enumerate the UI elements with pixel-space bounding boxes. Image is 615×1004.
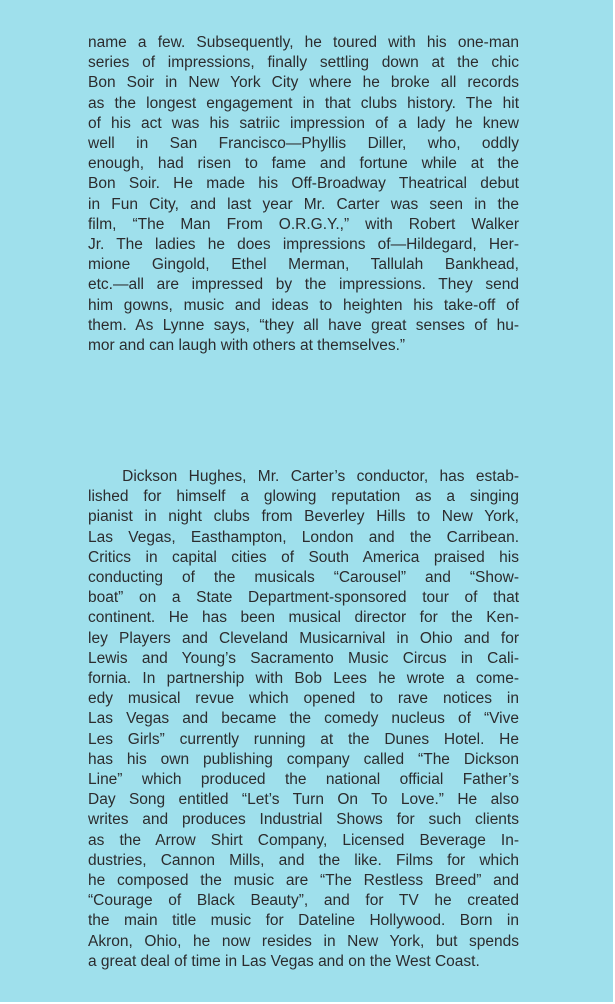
text-line: film, “The Man From O.R.G.Y.,” with Robert Walker <box>88 215 519 233</box>
text-line: Critics in capital cities of South America praised his <box>88 548 519 566</box>
text-line: “Courage of Black Beauty”, and for TV he created <box>88 892 519 910</box>
text-line: dustries, Cannon Mills, and the like. Films for which <box>88 851 519 869</box>
text-line: Las Vegas, Easthampton, London and the Carribean. <box>88 528 519 546</box>
text-line: Dickson Hughes, Mr. Carter’s conductor, has estab- <box>88 468 519 485</box>
text-line: as the Arrow Shirt Company, Licensed Beverage In- <box>88 831 519 849</box>
text-line: as the longest engagement in that clubs history. The hit <box>88 94 519 112</box>
text-line: Jr. The ladies he does impressions of—Hildegard, Her- <box>88 236 519 254</box>
text-line: a great deal of time in Las Vegas and on the West Coast. <box>88 952 480 970</box>
text-line: the main title music for Dateline Hollywood. Born in <box>88 912 519 930</box>
text-line: Line” which produced the national official Father’s <box>88 771 519 789</box>
text-line: them. As Lynne says, “they all have great senses of hu- <box>88 316 519 334</box>
text-line: mione Gingold, Ethel Merman, Tallulah Bankhead, <box>88 256 519 274</box>
text-line: has his own publishing company called “The Dickson <box>88 750 519 768</box>
text-line: series of impressions, finally settling down at the chic <box>88 54 519 72</box>
paragraph-lynne-carter <box>88 33 519 356</box>
text-line: Akron, Ohio, he now resides in New York, but spends <box>88 932 519 950</box>
text-line: Las Vegas and became the comedy nucleus of “Vive <box>88 710 519 728</box>
text-line: continent. He has been musical director for the Ken- <box>88 609 519 627</box>
text-line: of his act was his satriic impression of a lady he knew <box>88 114 519 132</box>
text-line: edy musical revue which opened to rave notices in <box>88 690 519 708</box>
text-line: writes and produces Industrial Shows for such clients <box>88 811 519 829</box>
text-line: enough, had risen to fame and fortune while at the <box>88 155 519 173</box>
text-line: he composed the music are “The Restless Breed” and <box>88 872 519 890</box>
text-line: name a few. Subsequently, he toured with his one-man <box>88 34 519 51</box>
text-line: fornia. In partnership with Bob Lees he wrote a come- <box>88 670 519 688</box>
text-line: Les Girls” currently running at the Dunes Hotel. He <box>88 730 519 748</box>
text-line: in Fun City, and last year Mr. Carter was seen in the <box>88 195 519 213</box>
text-line: conducting of the musicals “Carousel” and “Show- <box>88 569 519 587</box>
text-line: boat” on a State Department-sponsored tour of that <box>88 589 519 607</box>
text-line: lished for himself a glowing reputation as a singing <box>88 488 519 506</box>
text-line: mor and can laugh with others at themselves.” <box>88 337 406 355</box>
paragraph-dickson-hughes <box>88 467 519 972</box>
text-line: ley Players and Cleveland Musicarnival in Ohio and for <box>88 629 519 647</box>
text-line: etc.—all are impressed by the impressions. They send <box>88 276 519 294</box>
text-line: him gowns, music and ideas to heighten his take-off of <box>88 296 519 314</box>
text-line: Bon Soir in New York City where he broke all records <box>88 74 519 92</box>
text-line: pianist in night clubs from Beverley Hills to New York, <box>88 508 519 526</box>
text-line: Day Song entitled “Let’s Turn On To Love.” He also <box>88 791 519 809</box>
text-line: well in San Francisco—Phyllis Diller, who, oddly <box>88 135 519 153</box>
text-line: Lewis and Young’s Sacramento Music Circus in Cali- <box>88 649 519 667</box>
text-line: Bon Soir. He made his Off-Broadway Theatrical debut <box>88 175 519 193</box>
